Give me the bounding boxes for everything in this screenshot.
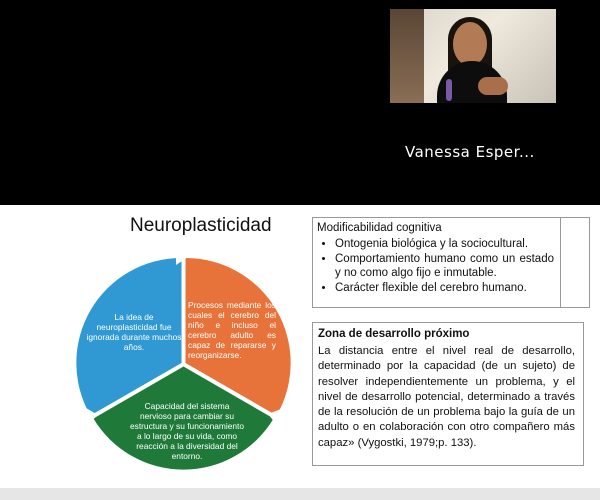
box2-title: Zona de desarrollo próximo bbox=[318, 328, 470, 340]
participant-name: Vanessa Esper... bbox=[405, 143, 535, 161]
person-scarf bbox=[446, 79, 452, 101]
participant-video-tile[interactable] bbox=[390, 9, 556, 103]
shared-slide bbox=[0, 205, 600, 500]
box2-text: La distancia entre el nivel real de desarrollo, determinado por la capacidad (de un sujeto) de resolver independientemente un problema, y el nivel de desarrollo potencial, determinado a través de la resolución de un problema bajo la guía de un adulto o en colaboración con otro compañero más capaz» (Vygostki, 1979;p. 133). bbox=[318, 345, 575, 449]
background-shelf bbox=[390, 9, 424, 103]
cycle-text-bottom: Capacidad del sistema nervioso para cambiar su estructura y su funcionamiento a lo largo de su vida, como reacción a la diversidad del entorno. bbox=[129, 401, 245, 461]
cycle-text-left: La idea de neuroplasticidad fue ignorada durante muchos años. bbox=[86, 312, 182, 352]
person-face bbox=[453, 22, 487, 66]
slide-bottom-band bbox=[0, 488, 600, 500]
cycle-text-right: Procesos mediante los cuales el cerebro del niño e incluso el cerebro adulto es capaz de repararse y reorganizarse. bbox=[188, 300, 276, 360]
cognitive-modifiability-box bbox=[312, 217, 561, 308]
box1-title: Modificabilidad cognitiva bbox=[317, 222, 442, 234]
box1-item: • Comportamiento humano como un estado y no como algo fijo e inmutable. bbox=[335, 252, 554, 281]
proximal-development-box bbox=[312, 322, 584, 466]
person-hand bbox=[478, 77, 508, 95]
box1-list bbox=[313, 237, 560, 295]
box1-item: • Ontogenia biológica y la sociocultural. bbox=[335, 237, 554, 252]
box1-side-strip bbox=[561, 217, 590, 308]
slide-title: Neuroplasticidad bbox=[130, 215, 272, 236]
box1-item: • Carácter flexible del cerebro humano. bbox=[335, 281, 554, 296]
